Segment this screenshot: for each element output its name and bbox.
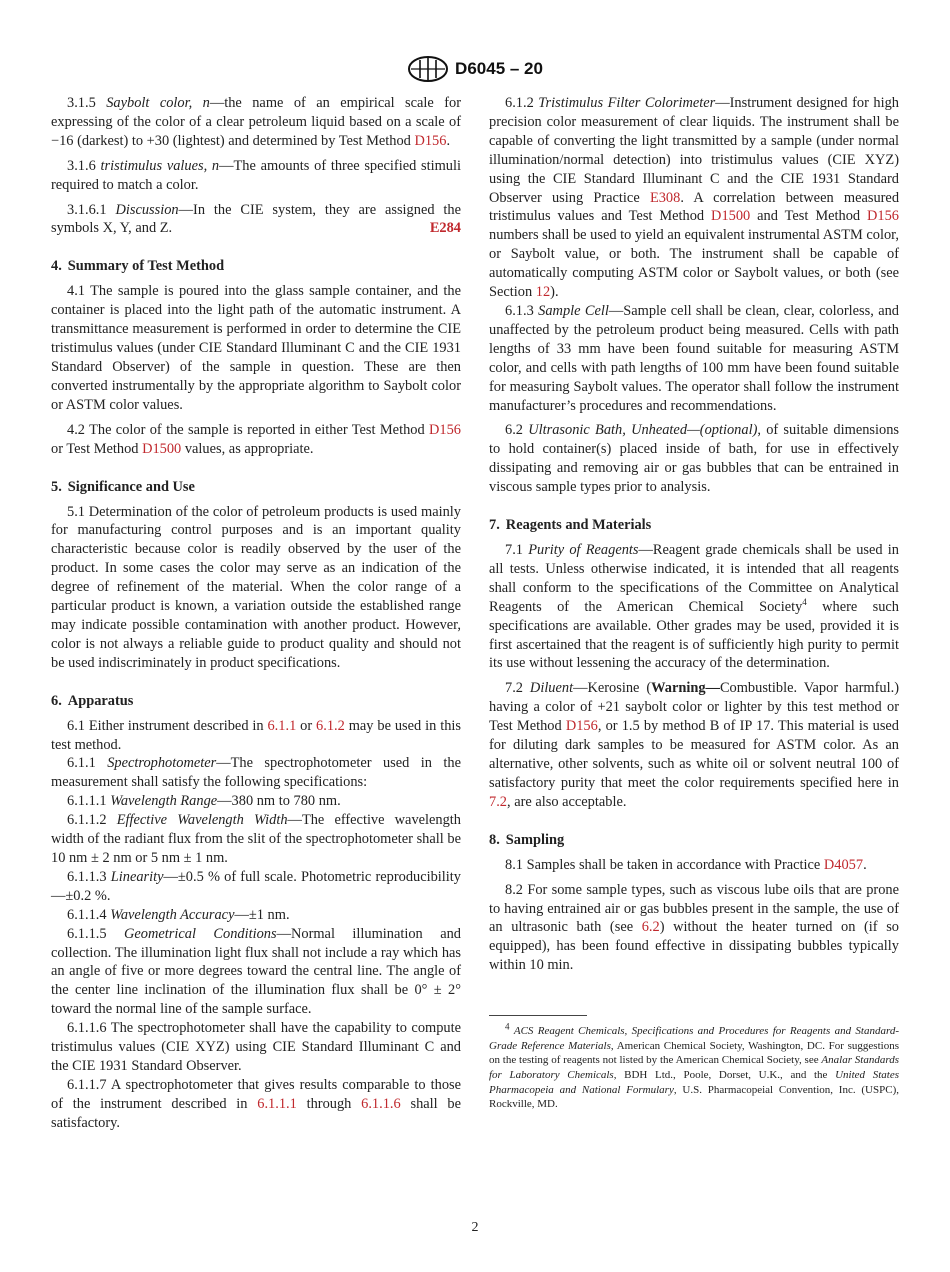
ref-d4057[interactable]: D4057: [823, 856, 864, 873]
ref-6-1-1[interactable]: 6.1.1: [267, 717, 297, 734]
para-3-1-6: 3.1.6 tristimulus values, n—The amounts of three specified stimuli required to match a color.: [51, 157, 461, 193]
para-4-2: 4.2 The color of the sample is reported in either Test Method D156 or Test Method D1500 values, as appropriate.: [51, 421, 461, 457]
ref-e308[interactable]: E308: [649, 189, 681, 206]
ref-6-1-1-1[interactable]: 6.1.1.1: [257, 1095, 297, 1112]
left-column: [51, 94, 461, 1133]
para-6-2: 6.2 Ultrasonic Bath, Unheated—(optional), of suitable dimensions to hold container(s) placed inside of bath, for use in effectively dissipating and removing air or gas bubbles that can be entrained in viscous sample types prior to analysis.: [489, 422, 899, 496]
astm-logo-icon: [407, 56, 449, 82]
para-5-1: 5.1 Determination of the color of petroleum products is used mainly for manufacturing control purposes and is an important quality characteristic because color is readily observed by the user of the product. In some cases the color may serve as an indication of the degree of refinement of the material. When the color range of a particular product is known, a variation outside the established range may indicate possible contamination with another product. However, color is not always a reliable guide to product quality and should not be used indiscriminately in product specifications.: [51, 503, 461, 671]
para-6-1-1-7: 6.1.1.7 A spectrophotometer that gives results comparable to those of the instrument described in 6.1.1.1 through 6.1.1.6 shall be satisfactory.: [51, 1076, 461, 1131]
para-6-1-2: 6.1.2 Tristimulus Filter Colorimeter—Instrument designed for high precision color measurement of clear liquids. The instrument shall be capable of converting the light transmitted by a sample (under normal illumination/normal detection) into tristimulus values (CIE XYZ) using the CIE Standard Illuminant C and the CIE 1931 Standard Observer using Practice E308. A correlation between measured tristimulus values and Test Method D1500 and Test Method D156 numbers shall be used to yield an equivalent instrumental ASTM color, or Saybolt value, or both. The instrument shall be capable of automatically computing ASTM color or Saybolt values, or both (see Section 12).: [489, 95, 900, 301]
para-4-1: 4.1 The sample is poured into the glass sample container, and the container is placed into the light path of the automatic instrument. A transmittance measurement is performed in order to determine the CIE tristimulus values (under CIE Standard Illuminant C and the CIE 1931 Standard Observer) of the sample in question. These are then converted instrumentally by the appropriate algorithm to Saybolt color or ASTM color values.: [51, 283, 461, 413]
para-8-2: 8.2 For some sample types, such as viscous lube oils that are prone to having entrained air or gas bubbles present in the sample, the use of an ultrasonic bath (see 6.2) without the heater turned on (if so equipped), has been found effective in dissipating bubbles typically within 10 min.: [489, 881, 899, 974]
ref-d1500[interactable]: D1500: [711, 208, 751, 225]
ref-d156[interactable]: D156: [565, 718, 598, 735]
page-header: [0, 56, 950, 84]
ref-d1500[interactable]: D1500: [142, 440, 182, 457]
para-6-1: 6.1 Either instrument described in 6.1.1 or 6.1.2 may be used in this test method.: [51, 717, 461, 753]
ref-6-2[interactable]: 6.2: [641, 919, 660, 936]
footnote-divider: [489, 1015, 587, 1016]
para-6-1-1-4: 6.1.1.4 Wavelength Accuracy—±1 nm.: [67, 906, 290, 923]
right-column: [489, 94, 899, 1112]
para-6-1-1-1: 6.1.1.1 Wavelength Range—380 nm to 780 nm.: [67, 793, 341, 810]
para-7-1: 7.1 Purity of Reagents—Reagent grade chemicals shall be used in all tests. Unless otherwise indicated, it is intended that all reagents shall conform to the specifications of the Committee on Analytical Reagents of the American Chemical Society$^4$ where such specifications are available. Other grades may be used, provided it is first ascertained that the reagent is of sufficiently high purity to permit its use without lessening the accuracy of the determination.: [489, 542, 900, 672]
para-7-2: 7.2 Diluent—Kerosine (Warning—Combustible. Vapor harmful.) having a color of +21 saybolt color or lighter by this test method or Test Method D156, or 1.5 by method B of IP 17. This material is used for diluting dark samples to be measured for ASTM color. As an alternative, other solvents, such as white oil or solvent neutral 100 of satisfactory purity that meet the color requirements specified here in 7.2, are also acceptable.: [489, 680, 899, 810]
ref-7-2[interactable]: 7.2: [489, 793, 507, 810]
para-6-1-1-2: 6.1.1.2 Effective Wavelength Width—The effective wavelength width of the radiant flux from the slit of the spectrophotometer shall be 10 nm ± 2 nm or 5 nm ± 1 nm.: [51, 812, 461, 866]
section-6-heading: 6. Apparatus: [51, 692, 134, 709]
para-8-1: 8.1 Samples shall be taken in accordance with Practice D4057.: [505, 856, 867, 873]
ref-d156[interactable]: D156: [429, 421, 461, 438]
ref-d156[interactable]: D156: [414, 132, 447, 149]
ref-section-12[interactable]: 12: [535, 284, 551, 301]
section-8-heading: 8. Sampling: [489, 831, 565, 848]
page-number: 2: [471, 1220, 479, 1235]
footnote-4: $^4$ ACS Reagent Chemicals, Specifications and Procedures for Reagents and Standard-Grade Reference Materials, American Chemical Society, Washington, DC. For suggestions on the testing of reagents not listed by the American Chemical Society, see Analar Standards for Laboratory Chemicals, BDH Ltd., Poole, Dorset, U.K., and the United States Pharmacopeia and National Formulary, U.S. Pharmacopeial Convention, Inc. (USPC), Rockville, MD.: [489, 1021, 900, 1111]
section-4-heading: 4. Summary of Test Method: [51, 258, 225, 275]
ref-e284[interactable]: E284: [429, 220, 461, 237]
ref-6-1-2[interactable]: 6.1.2: [316, 717, 345, 734]
section-5-heading: 5. Significance and Use: [51, 478, 195, 495]
document-id: D6045 – 20: [455, 59, 543, 78]
para-6-1-1: 6.1.1 Spectrophotometer—The spectrophotometer used in the measurement shall satisfy the following specifications:: [51, 755, 461, 791]
para-3-1-5: 3.1.5 Saybolt color, n—the name of an empirical scale for expressing of the color of a clear petroleum liquid based on a scale of −16 (darkest) to +30 (lightest) and determined by Test Method D156.: [51, 95, 461, 149]
footnote-ref-4[interactable]: 4: [802, 596, 807, 607]
para-3-1-6-1: 3.1.6.1 Discussion—In the CIE system, they are assigned the symbols X, Y, and Z. E284: [51, 201, 461, 237]
para-6-1-1-6: 6.1.1.6 The spectrophotometer shall have the capability to compute tristimulus values (CIE XYZ) using CIE Standard Illuminant C and the CIE 1931 Standard Observer.: [51, 1020, 461, 1074]
ref-6-1-1-6[interactable]: 6.1.1.6: [361, 1095, 401, 1112]
section-7-heading: 7. Reagents and Materials: [489, 517, 652, 534]
para-6-1-3: 6.1.3 Sample Cell—Sample cell shall be clean, clear, colorless, and unaffected by the petroleum product being measured. Cells with path lengths of 33 mm have been found suitable for measuring ASTM color, and cells with path lengths of 100 mm have been found suitable for measuring Saybolt values. The operator shall follow the instrument manufacturer’s procedures and recommendations.: [489, 302, 899, 414]
para-6-1-1-3: 6.1.1.3 Linearity—±0.5 % of full scale. Photometric reproducibility—±0.2 %.: [51, 868, 461, 904]
para-6-1-1-5: 6.1.1.5 Geometrical Conditions—Normal illumination and collection. The illumination light flux shall not include a ray which has an angle of five or more degrees toward the central line. The angle of the center line inclination of the illumination flux shall be 0° ± 2° toward the normal line of the sample surface.: [51, 925, 461, 1018]
ref-d156[interactable]: D156: [867, 208, 899, 225]
